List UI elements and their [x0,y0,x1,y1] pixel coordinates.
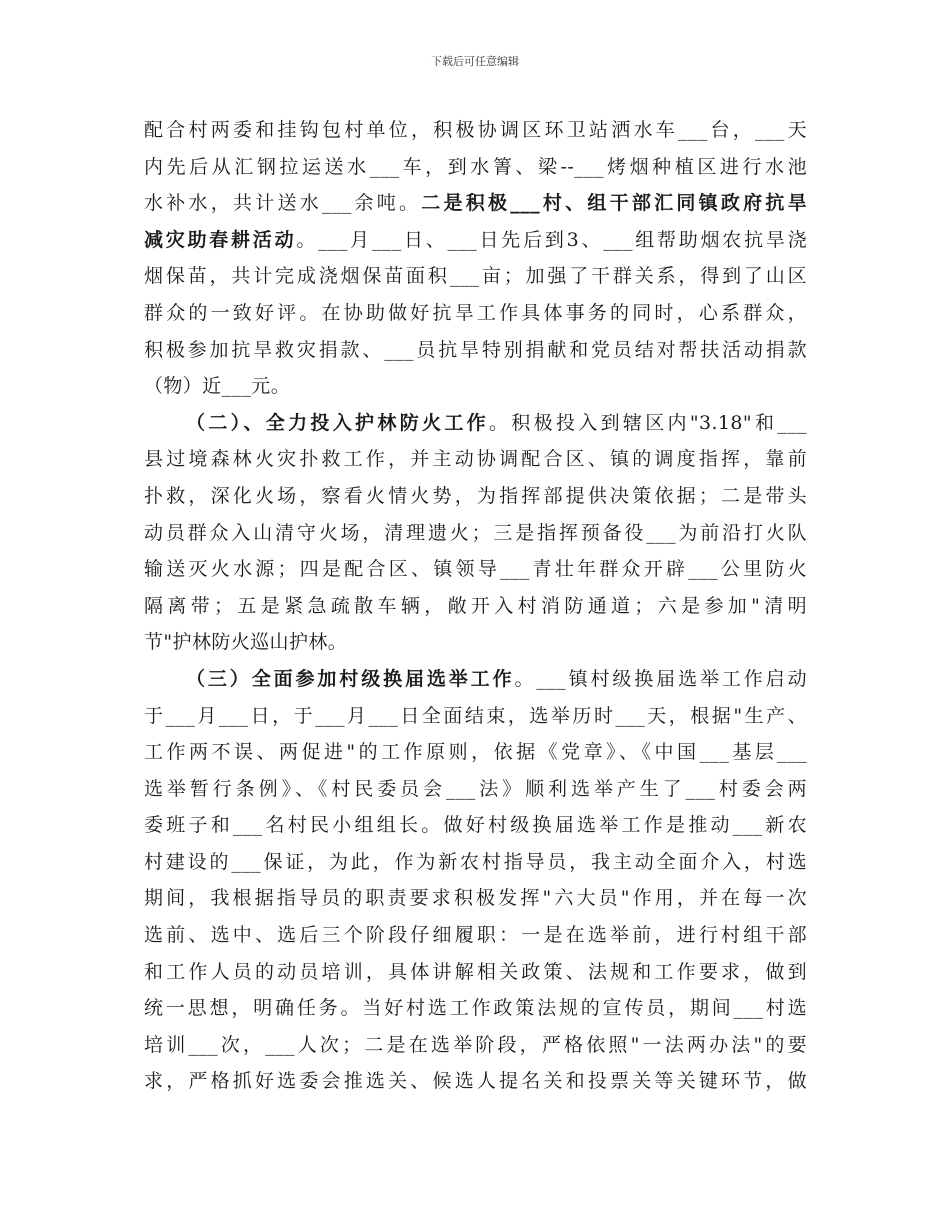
text-line: 村建设的___保证，为此，作为新农村指导员，我主动全面介入，村选 [144,850,807,873]
section-heading: （三）全面参加村级换届选举工作 [186,667,515,690]
text-line: （物）近___元。 [144,375,291,398]
text-line: 工作两不误、两促进"的工作原则，依据《党章》、《中国___基层___ [144,741,807,764]
page-header: 下载后可任意编辑 [431,55,519,68]
text-line: 动员群众入山清守火场，清理遗火；三是指挥预备役___为前沿打火队 [144,521,807,544]
text-line: 求，严格抓好选委会推选关、候选人提名关和投票关等关键环节，做 [144,1070,807,1093]
text-line: 统一思想，明确任务。当好村选工作政策法规的宣传员，期间___村选 [144,997,807,1020]
text-line: 输送灭火水源；四是配合区、镇领导___青壮年群众开辟___公里防火 [144,558,807,581]
text-line: 期间，我根据指导员的职责要求积极发挥"六大员"作用，并在每一次 [144,887,807,910]
text-line: 和工作人员的动员培训，具体讲解相关政策、法规和工作要求，做到 [144,960,807,983]
text-line: 配合村两委和挂钩包村单位，积极协调区环卫站洒水车___台，___天 [144,119,807,141]
bold-text: 减灾助春耕活动 [144,228,297,251]
text-line: 培训___次，___人次；二是在选举阶段，严格依照"一法两办法"的要 [144,1033,807,1056]
text-line: 县过境森林火灾扑救工作，并主动协调配合区、镇的调度指挥，靠前 [144,448,807,471]
text-line: 委班子和___名村民小组组长。做好村级换届选举工作是推动___新农 [144,814,807,837]
text-line: 减灾助春耕活动。___月___日、___日先后到3、___组帮助烟农抗旱浇 [144,228,807,251]
text-line: 选前、选中、选后三个阶段仔细履职：一是在选举前，进行村组干部 [144,924,807,947]
text-line: 水补水，共计送水___余吨。二是积极___村、组干部汇同镇政府抗旱 [144,192,807,215]
text-line: 于___月___日，于___月___日全面结束，选举历时___天，根据"生产、 [144,704,807,727]
section-heading: （二）、全力投入护林防火工作 [186,411,489,434]
text-line: 积极参加抗旱救灾捐款、___员抗旱特别捐献和党员结对帮扶活动捐款 [144,338,807,361]
section-heading-line: （三）全面参加村级换届选举工作。___镇村级换届选举工作启动 [186,667,807,690]
bold-text: 二是积极___村、组干部汇同镇政府抗旱 [421,192,807,215]
text-line: 隔离带；五是紧急疏散车辆，敞开入村消防通道；六是参加"清明 [144,594,807,617]
text-line: 烟保苗，共计完成浇烟保苗面积___亩；加强了干群关系，得到了山区 [144,265,807,288]
text-line: 扑救，深化火场，察看火情火势，为指挥部提供决策依据；二是带头 [144,484,807,507]
text-line: 选举暂行条例》、《村民委员会___法》顺利选举产生了___村委会两 [144,777,807,800]
text-line: 节"护林防火巡山护林。 [144,631,348,654]
document-body [144,112,807,1100]
text-line: 群众的一致好评。在协助做好抗旱工作具体事务的同时，心系群众， [144,301,807,324]
text-line: 内先后从汇钢拉运送水___车，到水箐、梁--___烤烟种植区进行水池 [144,155,807,178]
section-heading-line: （二）、全力投入护林防火工作。积极投入到辖区内"3.18"和___ [186,411,807,434]
